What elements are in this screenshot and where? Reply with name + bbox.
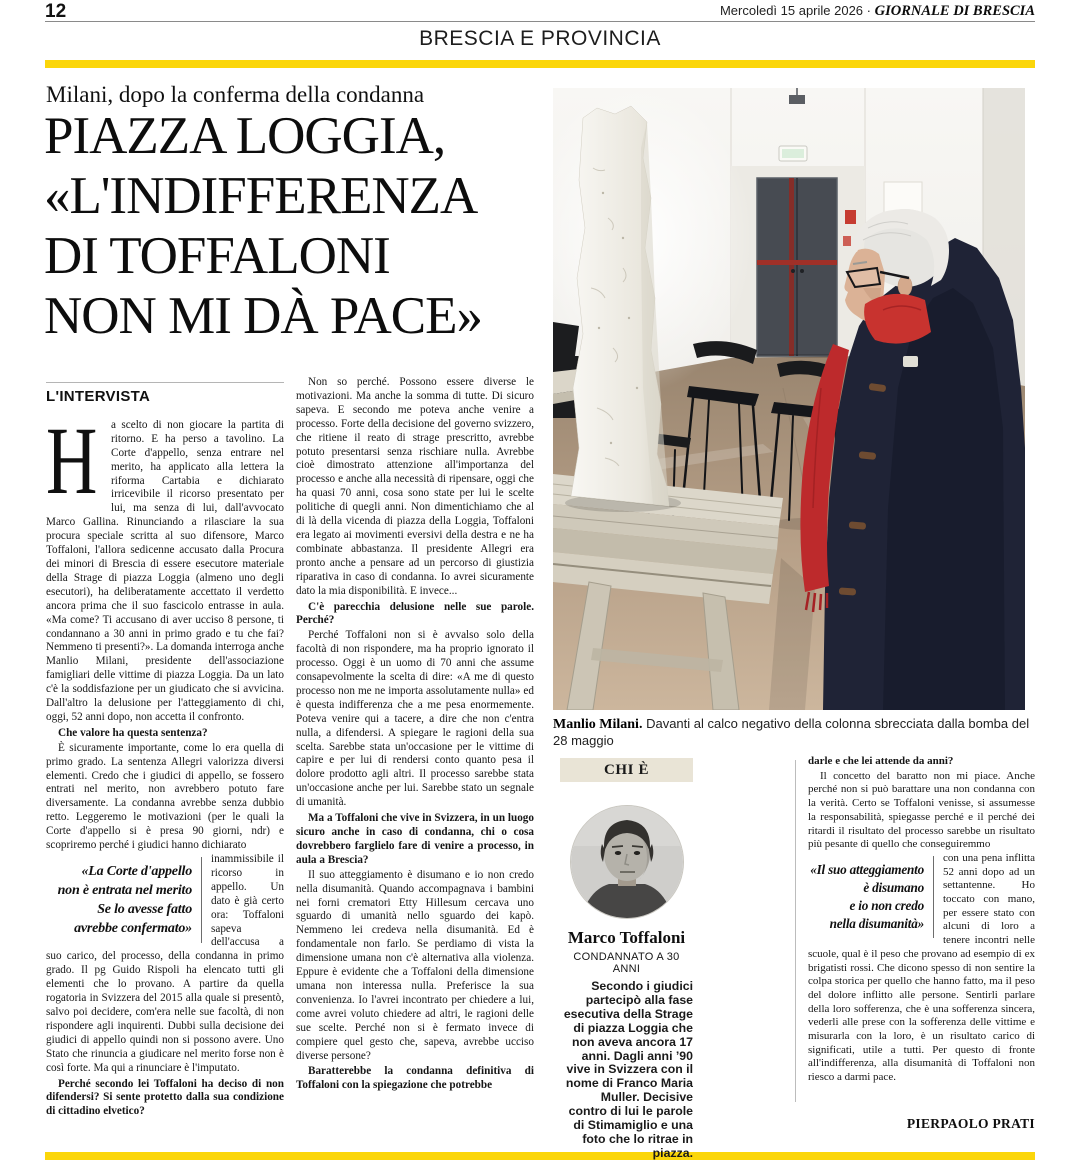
ceiling-lamp	[789, 95, 805, 104]
gallery-photo-art	[553, 88, 1025, 710]
interview-answer: Perché Toffaloni non si è avvalso solo della facoltà di non rispondere, ma ha proprio ignorato il processo. Oggi è un uomo di 70 anni che assume consapevolmente la scelta di dire: «A me di questo processo non me ne importa assolutamente nulla» ed è questa indifferenza che a me pesa enormemente. Poteva venire qui a tacere, a dire che non c'entra nulla, a difendersi. A spiegare le ragioni della sua scelta. Sarebbe stata un'occasione per le vittime di capire e per lui di rendersi conto quanto pesa il dolore prodotto agli altri. Il processo sarebbe stata un'occasione anche per lui. Sarebbe stato un segnale di umanità.	[296, 629, 534, 809]
top-accent-bar	[45, 60, 1035, 68]
interview-question: Che valore ha questa sentenza?	[58, 726, 208, 739]
profile-label: CHI È	[560, 758, 693, 782]
ear	[898, 276, 912, 296]
interview-answer: Non so perché. Possono essere diverse le motivazioni. Ma anche la somma di tutte. Di sicuro sapeva. E secondo me poteva anche venire a processo. Forte della decisione del governo svizzero, che ritiene il reato di strage prescritto, avrebbe potuto presentarsi senza rischiare nulla. Avrebbe cioè dimostrato attenzione all'importanza del processo e anche alla necessità di ripensare, oggi che ha quasi 70 anni, cosa sono state per lui le scelte politiche di quegli anni. Non dimentichiamo che al di là della vicenda di piazza della Loggia, Toffaloni era legato ai movimenti eversivi della destra e ne ha combinate abbastanza. Il presidente Allegri era pronto anche a pensare ad un percorso di giustizia riparativa in caso di condanna. Io avrei sicuramente dato la mia disponibilità. E invece...	[296, 376, 534, 597]
headline-line: PIAZZA LOGGIA,	[44, 107, 446, 165]
paragraph-text: a scelto di non giocare la partita di ritorno. E ha perso a tavolino. La Corte d'appello, senza entrare nel merito, ha applicato alla lettera la riforma Cartabia e dichiarato irricevibile il ricorso presentato per lui, ma senza di lui, dall'avvocato Marco Gallina. Rinunciando a rilasciare la sua procura speciale scritta al suo difensore, Marco Toffaloni, l'allora sedicenne accusato dalla Procura dei minori di Brescia di essere esecutore materiale della Strage di piazza Loggia (almeno uno degli esecutori), ha deliberatamente accettato il verdetto ancora prima che il suo fascicolo entrasse in aula. «Ma come? Ti accusano di aver ucciso 8 persone, ti condannano a 30 anni in primo grado e tu che fai? Nemmeno ti presenti?». La domanda interroga anche Manlio Milani, presidente dell'associazione famigliari delle vittime di piazza Loggia. Da un lato c'è la soddisfazione per un giudicato che si avvicina. Dall'altro la delusione per l'atteggiamento di chi, oggi, 52 anni dopo, non accetta il confronto.	[46, 418, 284, 723]
pull-quote	[46, 857, 202, 943]
pull-quote-line: «La Corte d'appello	[81, 864, 192, 879]
caption-text: Davanti al calco negativo della colonna sbrecciata dalla bomba del 28 maggio	[553, 716, 1030, 748]
fire-extinguisher-sign	[845, 210, 856, 224]
profile-role: CONDANNATO A 30 ANNI	[573, 951, 680, 975]
pull-quote-line: è disumano	[863, 879, 924, 895]
pull-quote-line: «Il suo atteggiamento	[810, 861, 924, 877]
scarf	[864, 294, 931, 344]
interview-answer: È sicuramente importante, come lo era quella di primo grado. La sentenza Allegri valorizza diversi elementi. Credo che i giudici di appello, se fossero entrati nel merito, non avrebbero potuto fare diversamente. La condanna avrebbe senza dubbio retto. Leggeremo le motivazioni (per le quali la Corte d'appello si è presa 90 giorni, ndr) e scopriremo perché i giudici hanno dichiarato	[46, 741, 284, 852]
rubric-label: L'INTERVISTA	[46, 382, 284, 404]
interview-question: Baratterebbe la condanna definitiva di Toffaloni con la spiegazione che potrebbe	[296, 1065, 534, 1092]
quote-wrap	[46, 853, 284, 1076]
interview-question: Perché secondo lei Toffaloni ha deciso di non difendersi? Si sente protetto dalla sua condizione di cittadino elvetico?	[46, 1077, 284, 1118]
headline-line: «L'INDIFFERENZA	[44, 167, 478, 225]
caption-name: Manlio Milani.	[553, 717, 643, 732]
drop-cap: H	[46, 406, 98, 514]
door	[757, 178, 837, 358]
quote-wrap	[808, 852, 1035, 1085]
paragraph	[46, 406, 284, 725]
headline-line: NON MI DÀ PACE»	[44, 287, 483, 345]
pull-quote	[808, 856, 934, 938]
masthead: GIORNALE DI BRESCIA	[874, 3, 1035, 19]
kicker: Milani, dopo la conferma della condanna	[46, 82, 425, 107]
profile-bio: Secondo i giudici partecipò alla fase esecutiva della Strage di piazza Loggia che non aveva ancora 17 anni. Dagli anni ’90 vive in Svizzera con il nome di Franco Maria Muller. Decisive contro di lui le parole di Stimamiglio e una foto che lo ritrae in piazza.	[563, 979, 693, 1160]
article-column-3	[808, 753, 1035, 1110]
article-column-1	[46, 382, 284, 1150]
header-rule	[45, 21, 1035, 22]
photo-caption	[553, 716, 1035, 748]
pull-quote-line: e io non credo	[849, 897, 924, 913]
page-number: 12	[45, 1, 67, 22]
bottom-accent-bar	[45, 1152, 1035, 1160]
interview-answer: Il suo atteggiamento è disumano e io non credo nella disumanità. Quando accompagnava i bambini nei forni crematori Etty Hillesum cercava uno sguardo di umanità nello sguardo dei kapò. Nemmeno lei credeva nella disumanità. Ed è fondamentale non farlo. Se perdiamo di vista la dimensione umana non c'è alternativa alla violenza. Eppure è evidente che a Toffaloni della dimensione umana non interessa nulla. Preferisce la sua convenienza. Io l'avrei incontrato per chiedere a lui, come avrei voluto chiedere ad altri, le ragioni delle sue scelte. Perché non si è fermato invece di compiere quel gesto che, sapeva, avrebbe ucciso diverse persone?	[296, 868, 534, 1062]
column-rule	[795, 760, 796, 1102]
pull-quote-line: nella disumanità»	[829, 915, 924, 931]
issue-line	[720, 3, 1035, 20]
section-title: BRESCIA E PROVINCIA	[419, 27, 661, 50]
pull-quote-line: non è entrata nel merito	[57, 883, 192, 898]
profile-box	[560, 758, 693, 1161]
interview-question: Ma a Toffaloni che vive in Svizzera, in un luogo sicuro anche in caso di condanna, chi o cosa dovrebbero farglielo fare di venire a processo, in aula a Brescia?	[296, 812, 534, 866]
interview-answer: inammissibile il ricorso in appello. Un dato è già certo ora: Toffaloni sapeva dell'accusa a suo carico, del processo, della condanna in primo grado. Il pg Guido Rispoli ha elencato tutti gli elementi che lo provano. A partire da quella rogatoria in Svizzera del 2015 alla quale si presentò, salvo poi decidere, com'era nelle sue facoltà, di non rispondere agli inquirenti. Dubbi sulla decisione dei giudici di appello quindi non si possono avere. Uno Stato che rinuncia a giudicare nel merito forse non è così forte. Ma qui a rinunciare è l'imputato.	[46, 853, 284, 1074]
interview-answer: con una pena inflitta 52 anni dopo ad un settantenne. Ho toccato con mano, per essere stato con alcuni di loro a tenere incontri nelle scuole, qual è il peso che provano ad esempio di ex brigatisti rossi. Che dicono spesso di non sentire la colpa storica per quello che hanno fatto, ma il peso del dolore inflitto alle persone. Sentirli parlare della loro sofferenza, che è una sofferenza sincera, vederli alle prese con la sofferenza delle vittime e misurarla con la loro, è un risultato carico di significati, utile a tutti. Per questo di fronte all'indifferenza, alla disumanità di Toffaloni non riesco a darmi pace.	[808, 851, 1035, 1084]
byline: PIERPAOLO PRATI	[906, 1116, 1035, 1131]
article-column-2	[296, 376, 534, 1150]
profile-name: Marco Toffaloni	[567, 928, 686, 947]
issue-separator: ·	[866, 3, 872, 18]
portrait-art	[571, 806, 683, 918]
portrait-photo	[570, 805, 684, 919]
headline	[44, 106, 544, 346]
headline-line: DI TOFFALONI	[44, 227, 390, 285]
interview-question: C'è parecchia delusione nelle sue parole. Perché?	[296, 600, 534, 627]
pull-quote-line: avrebbe confermato»	[74, 921, 192, 936]
pull-quote-line: Se lo avesse fatto	[97, 902, 192, 917]
interview-answer: Il concetto del baratto non mi piace. Anche perché non si può barattare una non condanna con la verità. Certo se Toffaloni venisse, si assumesse la responsabilità, spiegasse perché e il perché dei ritardi il risultato del processo sarebbe un risultato più pesante di quello che conseguiremmo	[808, 769, 1035, 851]
issue-date: Mercoledì 15 aprile 2026	[719, 3, 864, 18]
gallery-photo	[553, 88, 1025, 710]
interview-question: darle e che lei attende da anni?	[808, 755, 954, 767]
